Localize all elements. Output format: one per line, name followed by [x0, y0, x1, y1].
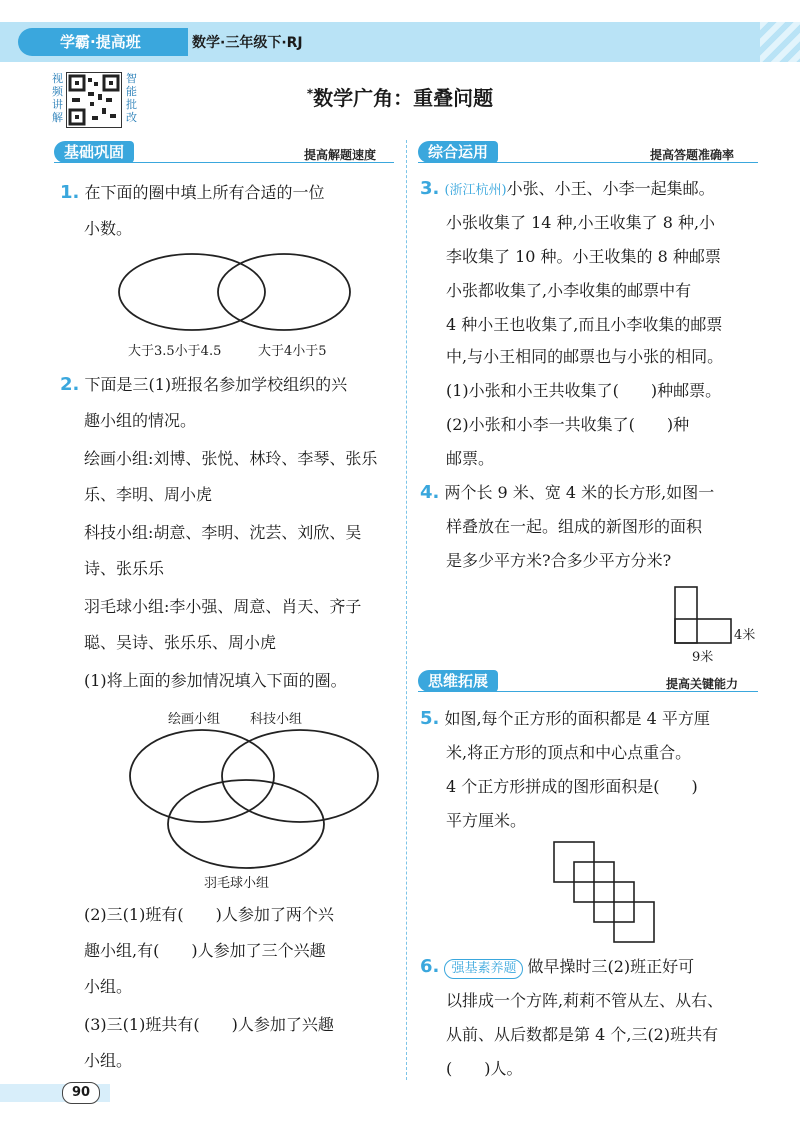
q3-line6: 中,与小王相同的邮票也与小张的相同。: [446, 347, 724, 366]
q1-number: 1.: [60, 182, 80, 203]
q1-circle-right: [218, 254, 350, 330]
q2-tech1: 科技小组:胡意、李明、沈芸、刘欣、吴: [84, 523, 362, 542]
q2-venn: [120, 724, 390, 878]
column-divider: [406, 140, 407, 1080]
q5-figure: [552, 840, 662, 954]
q1-text1: 在下面的圈中填上所有合适的一位: [84, 183, 325, 202]
section-comprehensive-note: 提高答题准确率: [650, 148, 735, 162]
q2-label-paint: 绘画小组: [168, 712, 221, 727]
subject-label: 数学·三年级下·RJ: [192, 35, 303, 51]
q4-dim-length: 9米: [692, 650, 714, 665]
q5-line1: [420, 702, 710, 736]
section-comprehensive-tag: 综合运用: [418, 141, 498, 163]
q3-part2a: (2)小张和小李一共收集了( )种: [446, 415, 690, 434]
q2-bad1: 羽毛球小组:李小强、周意、肖天、齐子: [84, 597, 362, 616]
q3-number: 3.: [420, 178, 440, 199]
q3-part1: (1)小张和小王共收集了( )种邮票。: [446, 381, 722, 400]
q2-circle-tech: [222, 730, 378, 822]
q6-line1: [420, 950, 694, 984]
q3-line2: 小张收集了 14 种,小王收集了 8 种,小: [446, 213, 716, 232]
q1-label-left: 大于3.5小于4.5: [128, 344, 222, 359]
section-basic-note: 提高解题速度: [304, 148, 377, 162]
q2-bad2: 聪、吴诗、张乐乐、周小虎: [84, 633, 277, 652]
q2-label-tech: 科技小组: [250, 712, 303, 727]
q5-line4: 平方厘米。: [446, 811, 527, 830]
page-number: 90: [62, 1082, 100, 1104]
q5-text1: 如图,每个正方形的面积都是 4 平方厘: [444, 709, 710, 728]
q3-source: (浙江杭州): [444, 183, 507, 198]
q6-number: 6.: [420, 956, 440, 977]
q2-line2: 趣小组的情况。: [84, 411, 197, 430]
brand-label: 学霸·提高班: [18, 28, 188, 56]
q1-circle-left: [119, 254, 265, 330]
q5-line3: 4 个正方形拼成的图形面积是( ): [446, 777, 698, 796]
section-basic-tag: 基础巩固: [54, 141, 134, 163]
q2-part2c: 小组。: [84, 977, 133, 996]
q4-rect-vertical: [675, 587, 697, 643]
q2-part3a: (3)三(1)班共有( )人参加了兴趣: [84, 1015, 334, 1034]
q1-line2: 小数。: [84, 219, 133, 238]
q2-text1: 下面是三(1)班报名参加学校组织的兴: [84, 375, 348, 394]
q2-part1: (1)将上面的参加情况填入下面的圈。: [84, 671, 347, 690]
q6-line3: 从前、从后数都是第 4 个,三(2)班共有: [446, 1025, 719, 1044]
q6-line2: 以排成一个方阵,莉莉不管从左、从右、: [446, 991, 724, 1010]
q3-line3: 李收集了 10 种。小王收集的 8 种邮票: [446, 247, 721, 266]
q4-line1: [420, 476, 714, 510]
q2-number: 2.: [60, 374, 80, 395]
q5-number: 5.: [420, 708, 440, 729]
q2-circle-paint: [130, 730, 274, 822]
title-mark: *: [306, 86, 314, 101]
page-title: [0, 82, 800, 111]
q4-line3: 是多少平方米?合多少平方分米?: [446, 551, 672, 570]
q6-badge: 强基素养题: [444, 959, 523, 979]
q3-line1: [420, 172, 715, 208]
title-text: 数学广角：重叠问题: [313, 86, 494, 110]
q1-venn: [100, 248, 380, 342]
q2-paint1: 绘画小组:刘博、张悦、林玲、李琴、张乐: [84, 449, 378, 468]
q4-dim-width: 4米: [734, 628, 756, 643]
q2-label-badminton: 羽毛球小组: [204, 876, 270, 891]
q4-rect-horizontal: [675, 619, 731, 643]
q1-line1: [60, 176, 324, 210]
q3-part2b: 邮票。: [446, 449, 495, 468]
q2-tech2: 诗、张乐乐: [84, 559, 165, 578]
qr-left-text: 视频讲解: [52, 72, 63, 124]
q3-line4: 小张都收集了,小李收集的邮票中有: [446, 281, 692, 300]
q2-part3b: 小组。: [84, 1051, 133, 1070]
q6-text1: 做早操时三(2)班正好可: [527, 957, 695, 976]
q1-label-right: 大于4小于5: [258, 344, 327, 359]
q2-line1: [60, 368, 347, 402]
q4-line2: 样叠放在一起。组成的新图形的面积: [446, 517, 703, 536]
qr-right-text: 智能批改: [126, 72, 137, 124]
section-thinking-note: 提高关键能力: [666, 677, 739, 691]
q3-text1: 小张、小王、小李一起集邮。: [506, 179, 715, 198]
q2-circle-badminton: [168, 780, 324, 868]
q5-line2: 米,将正方形的顶点和中心点重合。: [446, 743, 692, 762]
section-thinking-tag: 思维拓展: [418, 670, 498, 692]
q4-text1: 两个长 9 米、宽 4 米的长方形,如图一: [444, 483, 715, 502]
q2-part2a: (2)三(1)班有( )人参加了两个兴: [84, 905, 334, 924]
header-stripe: [760, 22, 800, 62]
q3-line5: 4 种小王也收集了,而且小李收集的邮票: [446, 315, 723, 334]
q4-figure: [674, 586, 734, 650]
q2-part2b: 趣小组,有( )人参加了三个兴趣: [84, 941, 326, 960]
q6-line4: ( )人。: [446, 1059, 523, 1078]
q4-number: 4.: [420, 482, 440, 503]
q2-paint2: 乐、李明、周小虎: [84, 485, 213, 504]
